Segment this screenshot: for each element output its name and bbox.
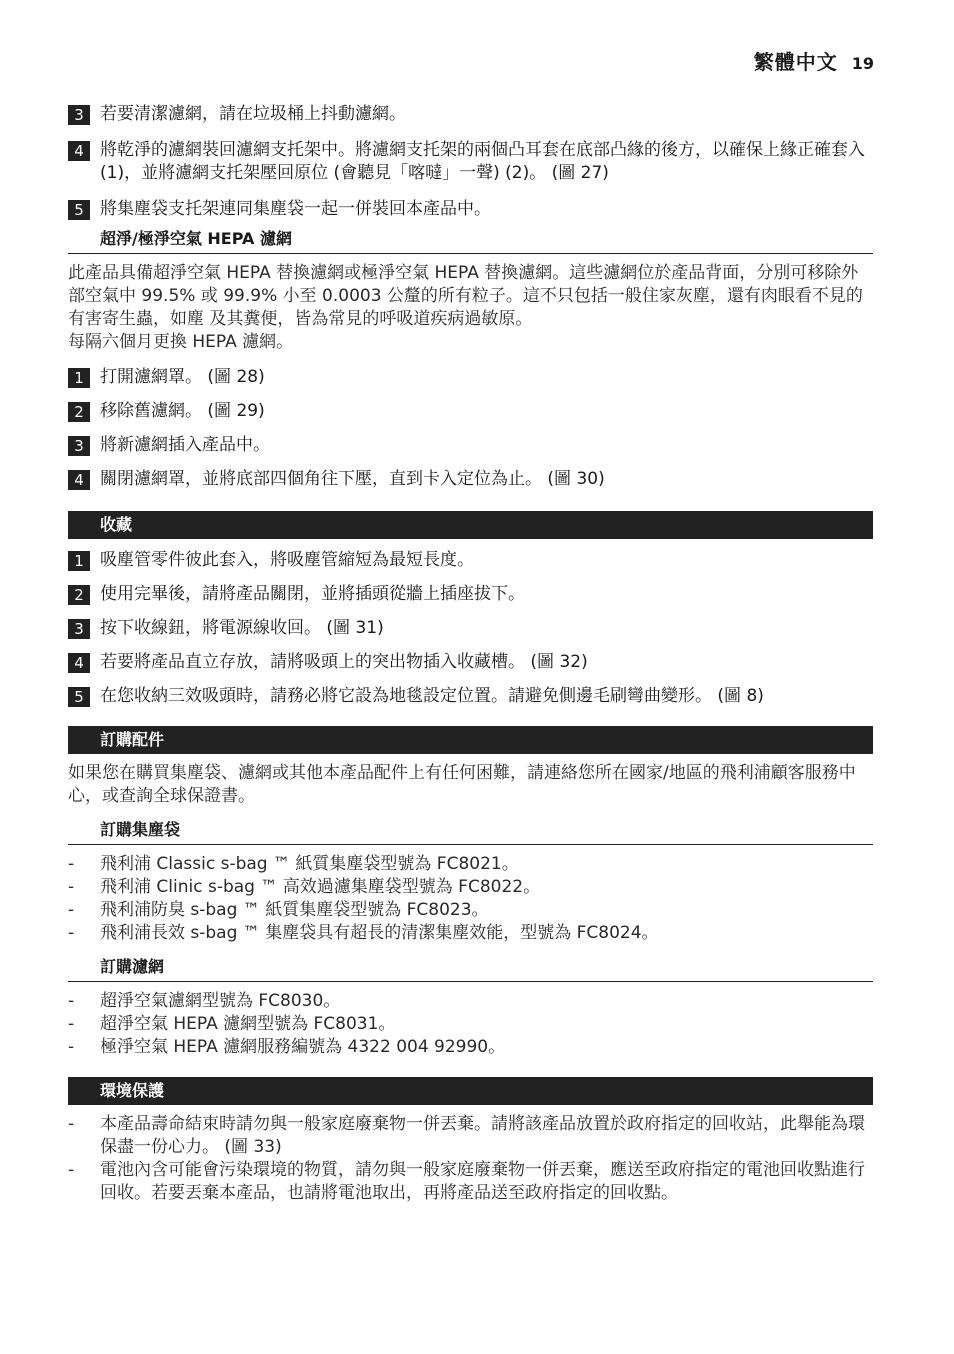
list-item (68, 1159, 873, 1205)
dash-marker: - (68, 1037, 75, 1057)
filters-list (68, 990, 873, 1059)
page-header (754, 46, 874, 75)
list-item-text: 超淨空氣濾網型號為 FC8030。 (100, 991, 341, 1011)
bags-list (68, 853, 873, 945)
section-heading-bags: 訂購集塵袋 (68, 820, 873, 845)
list-item (68, 876, 873, 899)
step-number: 2 (68, 402, 90, 422)
section-bar-storage: 收藏 (68, 511, 873, 539)
list-item-text: 極淨空氣 HEPA 濾網服務編號為 4322 004 92990。 (100, 1037, 506, 1057)
step-number: 4 (68, 470, 90, 490)
hepa-description: 此產品具備超淨空氣 HEPA 替換濾網或極淨空氣 HEPA 替換濾網。這些濾網位於產品背面，分別可移除外部空氣中 99.5% 或 99.9% 小至 0.0003 公釐的所有粒子。這不只包括一般住家灰塵，還有肉眼看不見的有害寄生蟲，如塵 及其糞便，皆為常見的呼吸道疾病過敏原。 (68, 263, 863, 329)
step-number: 3 (68, 105, 90, 125)
step-text: 關閉濾網罩，並將底部四個角往下壓，直到卡入定位為止。 (圖 30) (100, 469, 605, 489)
step-text: 將新濾網插入產品中。 (100, 435, 270, 455)
step-item (68, 549, 873, 572)
step-number: 1 (68, 551, 90, 571)
step-number: 3 (68, 436, 90, 456)
list-item (68, 922, 873, 945)
environment-list (68, 1113, 873, 1205)
dash-marker: - (68, 877, 75, 897)
list-item-text: 飛利浦防臭 s-bag ™ 紙質集塵袋型號為 FC8023。 (100, 900, 489, 920)
list-item (68, 853, 873, 876)
step-item (68, 685, 798, 708)
step-text: 按下收線鈕，將電源線收回。 (圖 31) (100, 618, 384, 638)
language-label: 繁體中文 (753, 50, 838, 74)
list-item-text: 本產品壽命結束時請勿與一般家庭廢棄物一併丟棄。請將該產品放置於政府指定的回收站，此舉能為環保盡一份心力。 (圖 33) (100, 1114, 865, 1157)
step-text: 在您收納三效吸頭時，請務必將它設為地毯設定位置。請避免側邊毛刷彎曲變形。 (圖 8) (100, 686, 764, 706)
step-number: 4 (68, 141, 90, 161)
step-text: 吸塵管零件彼此套入，將吸塵管縮短為最短長度。 (100, 550, 474, 570)
page-content (68, 103, 873, 1205)
step-number: 5 (68, 200, 90, 220)
list-item-text: 飛利浦 Clinic s-bag ™ 高效過濾集塵袋型號為 FC8022。 (100, 877, 541, 897)
step-text: 使用完畢後，請將產品關閉，並將插頭從牆上插座拔下。 (100, 584, 525, 604)
section-bar-environment: 環境保護 (68, 1077, 873, 1105)
step-text: 將乾淨的濾網裝回濾網支托架中。將濾網支托架的兩個凸耳套在底部凸緣的後方，以確保上緣正確套入 (1)，並將濾網支托架壓回原位 (會聽見「喀噠」一聲) (2)。 (圖 27) (100, 140, 865, 183)
list-item-text: 飛利浦 Classic s-bag ™ 紙質集塵袋型號為 FC8021。 (100, 854, 519, 874)
step-item (68, 139, 873, 185)
dash-marker: - (68, 1014, 75, 1034)
step-number: 2 (68, 585, 90, 605)
page-number: 19 (851, 54, 874, 73)
step-number: 1 (68, 368, 90, 388)
list-item (68, 990, 873, 1013)
dash-marker: - (68, 900, 75, 920)
list-item-text: 電池內含可能會污染環境的物質，請勿與一般家庭廢棄物一併丟棄，應送至政府指定的電池回收點進行回收。若要丟棄本產品，也請將電池取出，再將產品送至政府指定的回收點。 (100, 1160, 865, 1203)
step-item (68, 103, 873, 126)
section-heading-hepa: 超淨/極淨空氣 HEPA 濾網 (68, 229, 873, 254)
step-item (68, 198, 873, 221)
dash-marker: - (68, 991, 75, 1011)
list-item (68, 1036, 873, 1059)
list-item (68, 1013, 873, 1036)
dash-marker: - (68, 923, 75, 943)
step-item (68, 366, 873, 389)
step-text: 若要將產品直立存放，請將吸頭上的突出物插入收藏槽。 (圖 32) (100, 652, 588, 672)
step-number: 5 (68, 687, 90, 707)
step-item (68, 583, 873, 606)
dash-marker: - (68, 1160, 75, 1180)
accessories-description: 如果您在購買集塵袋、濾網或其他本產品配件上有任何困難，請連絡您所在國家/地區的飛利浦顧客服務中心，或查詢全球保證書。 (68, 763, 856, 806)
step-text: 若要清潔濾網，請在垃圾桶上抖動濾網。 (100, 104, 406, 124)
list-item (68, 1113, 873, 1159)
list-item-text: 飛利浦長效 s-bag ™ 集塵袋具有超長的清潔集塵效能，型號為 FC8024。 (100, 923, 659, 943)
step-number: 3 (68, 619, 90, 639)
step-text: 移除舊濾網。 (圖 29) (100, 401, 265, 421)
section-heading-filters: 訂購濾網 (68, 957, 873, 982)
list-item (68, 899, 873, 922)
dash-marker: - (68, 854, 75, 874)
step-text: 打開濾網罩。 (圖 28) (100, 367, 265, 387)
step-text: 將集塵袋支托架連同集塵袋一起一併裝回本產品中。 (100, 199, 491, 219)
step-number: 4 (68, 653, 90, 673)
step-item (68, 468, 873, 491)
hepa-replace-note: 每隔六個月更換 HEPA 濾網。 (68, 332, 294, 352)
step-item (68, 400, 873, 423)
step-item (68, 434, 873, 457)
dash-marker: - (68, 1114, 75, 1134)
section-bar-accessories: 訂購配件 (68, 726, 873, 754)
step-item (68, 617, 873, 640)
step-item (68, 651, 873, 674)
list-item-text: 超淨空氣 HEPA 濾網型號為 FC8031。 (100, 1014, 396, 1034)
